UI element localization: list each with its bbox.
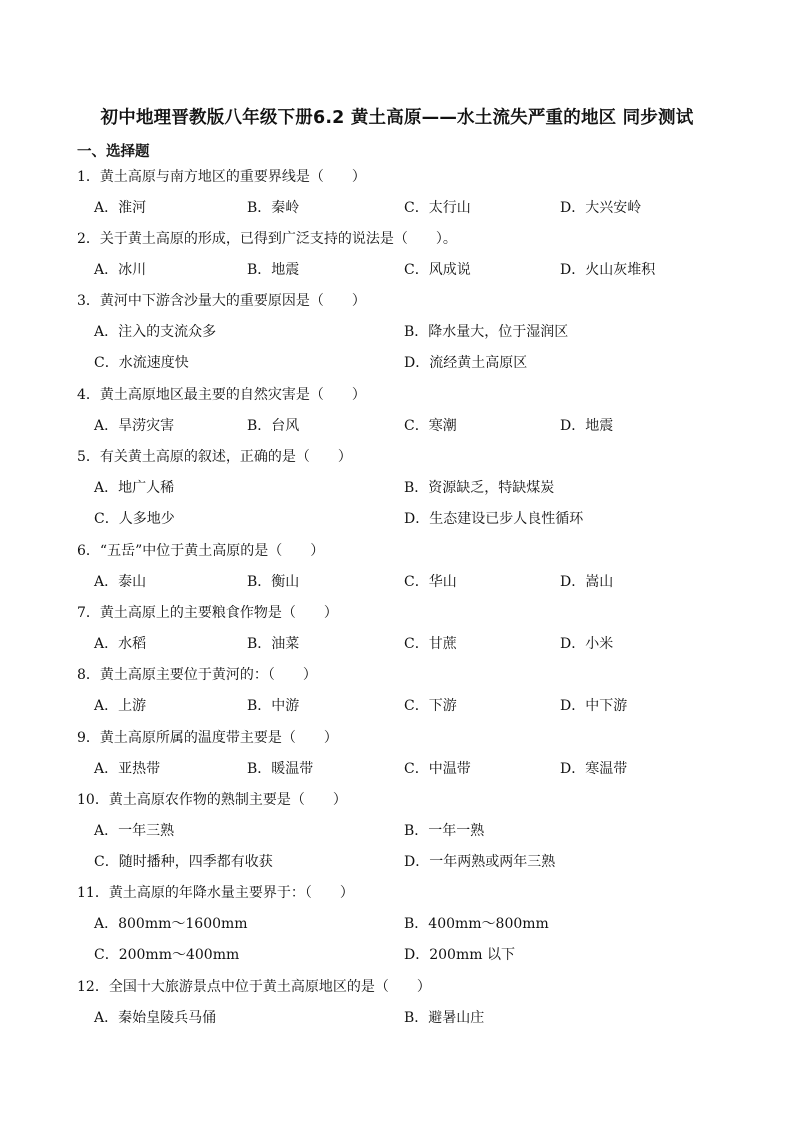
option-a: A．秦始皇陵兵马俑 bbox=[94, 1010, 217, 1026]
option-d: D．地震 bbox=[560, 418, 614, 434]
option-c: C．水流速度快 bbox=[94, 355, 189, 371]
option-a: A．亚热带 bbox=[94, 761, 161, 777]
option-a: A．水稻 bbox=[94, 636, 147, 652]
section-heading: 一、选择题 bbox=[77, 144, 150, 160]
option-a: A．一年三熟 bbox=[94, 823, 175, 839]
question-stem: 7．黄土高原上的主要粮食作物是（ ） bbox=[77, 605, 338, 621]
question-stem: 11．黄土高原的年降水量主要界于：（ ） bbox=[77, 885, 354, 901]
option-a: A．上游 bbox=[94, 698, 147, 714]
option-b: B．降水量大，位于湿润区 bbox=[404, 324, 569, 340]
option-b: B．秦岭 bbox=[247, 200, 300, 216]
option-c: C．人多地少 bbox=[94, 511, 175, 527]
option-d: D．火山灰堆积 bbox=[560, 262, 656, 278]
option-c: C．华山 bbox=[404, 574, 457, 590]
option-a: A．旱涝灾害 bbox=[94, 418, 175, 434]
option-a: A．地广人稀 bbox=[94, 480, 175, 496]
document-title: 初中地理晋教版八年级下册6.2 黄土高原——水土流失严重的地区 同步测试 bbox=[100, 108, 694, 128]
option-b: B．400mm～800mm bbox=[404, 916, 549, 932]
question-stem: 8．黄土高原主要位于黄河的：（ ） bbox=[77, 667, 317, 683]
question-stem: 10．黄土高原农作物的熟制主要是（ ） bbox=[77, 792, 347, 808]
option-b: B．一年一熟 bbox=[404, 823, 485, 839]
option-d: D．流经黄土高原区 bbox=[404, 355, 528, 371]
option-b: B．衡山 bbox=[247, 574, 300, 590]
question-stem: 9．黄土高原所属的温度带主要是（ ） bbox=[77, 730, 338, 746]
option-c: C．风成说 bbox=[404, 262, 471, 278]
question-stem: 2．关于黄土高原的形成，已得到广泛支持的说法是（ ）。 bbox=[77, 231, 457, 247]
option-d: D．大兴安岭 bbox=[560, 200, 642, 216]
option-b: B．中游 bbox=[247, 698, 300, 714]
option-d: D．200mm 以下 bbox=[404, 947, 515, 963]
option-c: C．甘蔗 bbox=[404, 636, 457, 652]
option-b: B．避暑山庄 bbox=[404, 1010, 485, 1026]
option-d: D．一年两熟或两年三熟 bbox=[404, 854, 556, 870]
option-b: B．台风 bbox=[247, 418, 300, 434]
option-c: C．寒潮 bbox=[404, 418, 457, 434]
option-a: A．冰川 bbox=[94, 262, 147, 278]
option-d: D．生态建设已步人良性循环 bbox=[404, 511, 584, 527]
option-a: A．注入的支流众多 bbox=[94, 324, 217, 340]
option-d: D．小米 bbox=[560, 636, 614, 652]
question-stem: 4．黄土高原地区最主要的自然灾害是（ ） bbox=[77, 387, 366, 403]
option-c: C．下游 bbox=[404, 698, 457, 714]
option-a: A．800mm～1600mm bbox=[94, 916, 248, 932]
option-b: B．暖温带 bbox=[247, 761, 314, 777]
option-b: B．地震 bbox=[247, 262, 300, 278]
option-d: D．中下游 bbox=[560, 698, 628, 714]
option-c: C．200mm～400mm bbox=[94, 947, 240, 963]
question-stem: 6．“五岳”中位于黄土高原的是（ ） bbox=[77, 543, 325, 559]
option-d: D．嵩山 bbox=[560, 574, 614, 590]
option-a: A．淮河 bbox=[94, 200, 147, 216]
question-stem: 1．黄土高原与南方地区的重要界线是（ ） bbox=[77, 169, 366, 185]
option-c: C．太行山 bbox=[404, 200, 471, 216]
option-a: A．泰山 bbox=[94, 574, 147, 590]
question-stem: 3．黄河中下游含沙量大的重要原因是（ ） bbox=[77, 293, 366, 309]
option-b: B．资源缺乏，特缺煤炭 bbox=[404, 480, 555, 496]
option-b: B．油菜 bbox=[247, 636, 300, 652]
option-d: D．寒温带 bbox=[560, 761, 628, 777]
question-stem: 5．有关黄土高原的叙述，正确的是（ ） bbox=[77, 449, 352, 465]
option-c: C．随时播种，四季都有收获 bbox=[94, 854, 273, 870]
question-stem: 12．全国十大旅游景点中位于黄土高原地区的是（ ） bbox=[77, 979, 431, 995]
option-c: C．中温带 bbox=[404, 761, 471, 777]
